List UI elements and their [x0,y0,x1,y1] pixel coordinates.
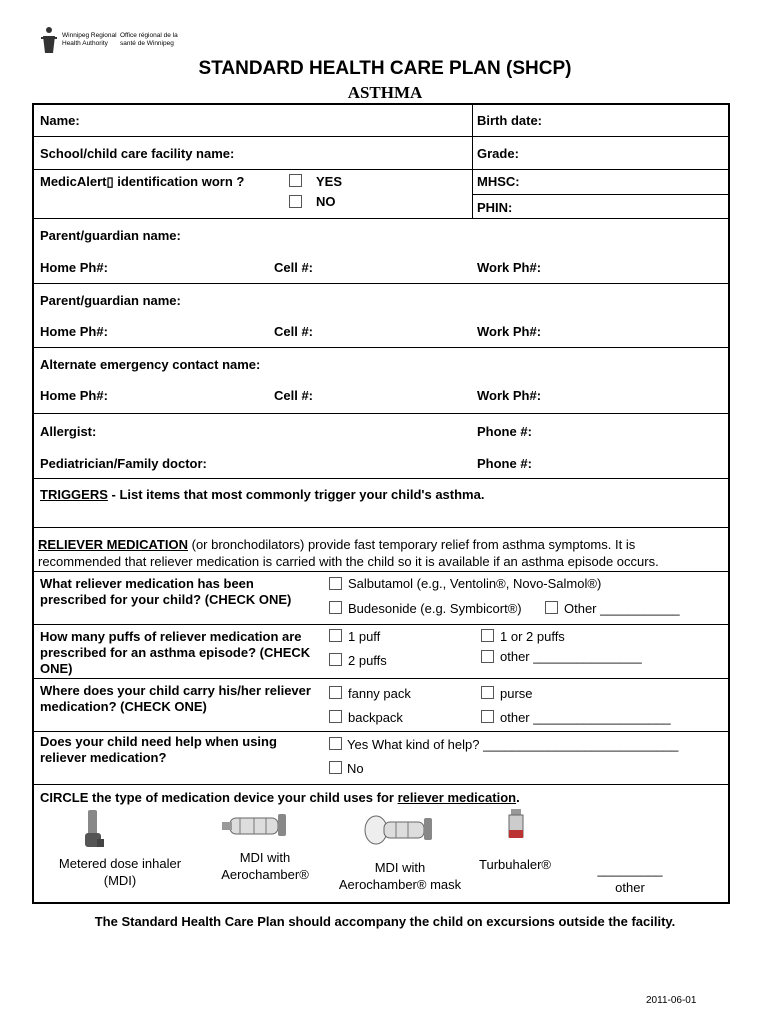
device-mask-label: MDI with Aerochamber® mask [338,860,462,892]
row-divider [32,731,730,732]
q2-1puff-checkbox[interactable] [329,629,342,642]
row-divider [32,624,730,625]
q4-yes-label: Yes What kind of help? ___________________________ [347,737,679,752]
org-name-fr-1: Office régional de la [120,32,178,39]
q1-budesonide-checkbox[interactable] [329,601,342,614]
org-name-fr-2: santé de Winnipeg [120,40,174,47]
device-other-line: _________ [597,862,663,877]
q4-no-label: No [347,761,364,776]
q3-fanny-label: fanny pack [348,686,411,701]
q2-1or2-checkbox[interactable] [481,629,494,642]
device-aerochamber-label: MDI with Aerochamber® [221,850,309,882]
row-divider [472,194,730,195]
circle-end: . [516,790,520,805]
org-name-en-1: Winnipeg Regional [62,32,117,39]
wrha-logo-icon [40,26,58,54]
q2-label: How many puffs of reliever medication are prescribed for an asthma episode? (CHECK ONE) [40,629,311,676]
row-divider [32,784,730,785]
triggers-label: TRIGGERS [40,487,108,502]
parent2-home-label: Home Ph#: [40,324,108,339]
page-subtitle: ASTHMA [347,83,423,102]
q2-1puff-label: 1 puff [348,629,381,644]
medicalert-no-label: NO [316,194,336,209]
q4-no-checkbox[interactable] [329,761,342,774]
row-divider [32,678,730,679]
triggers-heading [40,487,484,502]
row-divider [32,571,730,572]
q3-backpack-label: backpack [348,710,403,725]
turbuhaler-icon [506,808,526,844]
alternate-home-label: Home Ph#: [40,388,108,403]
q3-backpack-checkbox[interactable] [329,710,342,723]
alternate-label: Alternate emergency contact name: [40,357,261,372]
medicalert-label: MedicAlert▯ identification worn ? [40,174,245,189]
birth-date-label: Birth date: [477,113,542,128]
parent1-label: Parent/guardian name: [40,228,181,243]
q1-other-label: Other ___________ [564,601,680,616]
phin-label: PHIN: [477,200,513,215]
mhsc-label: MHSC: [477,174,520,189]
allergist-phone-label: Phone #: [477,424,532,439]
allergist-label: Allergist: [40,424,97,439]
parent1-home-label: Home Ph#: [40,260,108,275]
q3-fanny-checkbox[interactable] [329,686,342,699]
q3-purse-label: purse [500,686,533,701]
q3-other-label: other ___________________ [500,710,671,725]
q1-salbutamol-label: Salbutamol (e.g., Ventolin®, Novo-Salmol®) [348,576,602,591]
q2-other-checkbox[interactable] [481,650,494,663]
circle-text: the type of medication device your child uses for [88,790,398,805]
q1-salbutamol-checkbox[interactable] [329,577,342,590]
mdi-aerochamber-mask-icon [364,808,438,848]
q2-other-label: other _______________ [500,649,642,664]
q4-yes-checkbox[interactable] [329,737,342,750]
reliever-label: RELIEVER MEDICATION [38,537,188,552]
row-divider [32,136,730,137]
pediatrician-phone-label: Phone #: [477,456,532,471]
row-divider [32,527,730,528]
parent2-label: Parent/guardian name: [40,293,181,308]
q3-purse-checkbox[interactable] [481,686,494,699]
org-name-en-2: Health Authority [62,40,108,47]
row-divider [32,478,730,479]
parent2-cell-label: Cell #: [274,324,314,339]
alternate-cell-label: Cell #: [274,388,314,403]
mdi-aerochamber-icon [220,810,292,840]
device-turbuhaler-label: Turbuhaler® [479,857,551,872]
q1-budesonide-label: Budesonide (e.g. Symbicort®) [348,601,522,616]
row-divider [32,218,730,219]
column-divider [472,104,473,218]
q2-2puffs-checkbox[interactable] [329,653,342,666]
medicalert-yes-checkbox[interactable] [289,174,302,187]
school-label: School/child care facility name: [40,146,235,161]
circle-label: CIRCLE [40,790,89,805]
row-divider [32,413,730,414]
medicalert-yes-label: YES [316,174,343,189]
triggers-text: - List items that most commonly trigger your child's asthma. [107,487,485,502]
parent2-work-label: Work Ph#: [477,324,542,339]
device-other-label: other [615,880,645,895]
q3-other-checkbox[interactable] [481,710,494,723]
parent1-cell-label: Cell #: [274,260,314,275]
mdi-inhaler-icon [82,809,106,851]
q1-other-checkbox[interactable] [545,601,558,614]
revision-date: 2011-06-01 [646,995,697,1006]
row-divider [32,283,730,284]
footer-note: The Standard Health Care Plan should accompany the child on excursions outside the facility. [94,914,676,929]
row-divider [32,347,730,348]
reliever-text: (or bronchodilators) provide fast temporary relief from asthma symptoms. It is recommended that reliever medication is carried with the child so it is available if an asthma episode occurs. [38,537,659,569]
q1-label: What reliever medication has been prescribed for your child? (CHECK ONE) [40,576,292,607]
wrha-logo [40,26,178,54]
q2-1or2-label: 1 or 2 puffs [500,629,565,644]
device-mdi-label: Metered dose inhaler (MDI) [58,856,182,888]
q4-label: Does your child need help when using reliever medication? [40,734,277,765]
grade-label: Grade: [477,146,519,161]
circle-instruction [40,790,520,805]
row-divider [32,169,730,170]
alternate-work-label: Work Ph#: [477,388,542,403]
circle-link-text: reliever medication [397,790,517,805]
reliever-note [38,536,718,570]
name-label: Name: [40,113,80,128]
medicalert-no-checkbox[interactable] [289,195,302,208]
q2-2puffs-label: 2 puffs [348,653,387,668]
page-title: STANDARD HEALTH CARE PLAN (SHCP) [198,58,572,79]
q3-label: Where does your child carry his/her reliever medication? (CHECK ONE) [40,683,311,714]
parent1-work-label: Work Ph#: [477,260,542,275]
pediatrician-label: Pediatrician/Family doctor: [40,456,207,471]
